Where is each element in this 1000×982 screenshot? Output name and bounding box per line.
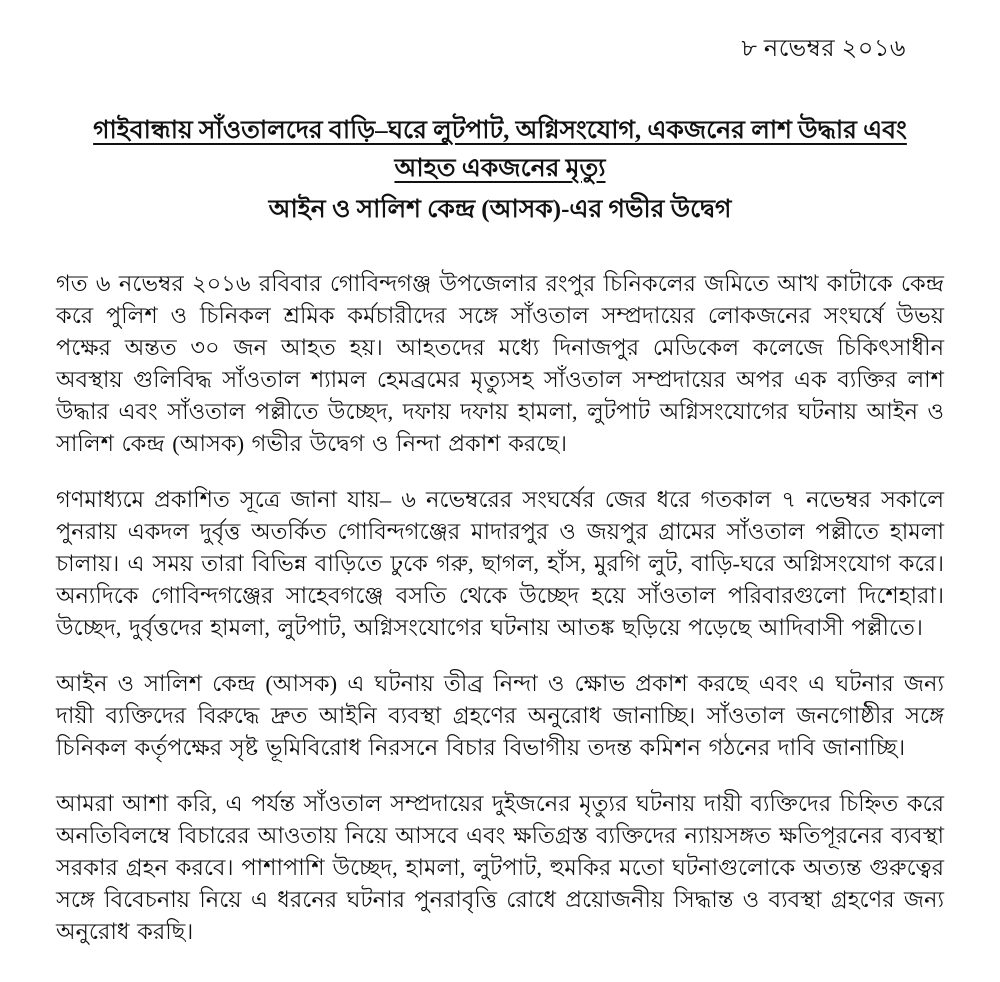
document-title-text: গাইবান্ধায় সাঁওতালদের বাড়ি–ঘরে লুটপাট, অগ্নিসংযোগ, একজনের লাশ উদ্ধার এবং আহত একজনের মৃত্যু <box>93 117 907 182</box>
document-subtitle: আইন ও সালিশ কেন্দ্র (আসক)-এর গভীর উদ্বেগ <box>268 196 732 223</box>
document-body <box>56 268 944 948</box>
document-title <box>60 112 940 188</box>
paragraph-4: আমরা আশা করি, এ পর্যন্ত সাঁওতাল সম্প্রদায়ের দুইজনের মৃত্যুর ঘটনায় দায়ী ব্যক্তিদের চিহ্নিত করে অনতিবিলম্বে বিচারের আওতায় নিয়ে আসবে এবং ক্ষতিগ্রস্ত ব্যক্তিদের ন্যায়সঙ্গত ক্ষতিপূরনের ব্যবস্থা সরকার গ্রহন করবে। পাশাপাশি উচ্ছেদ, হামলা, লুটপাট, হুমকির মতো ঘটনাগুলোকে অত্যন্ত গুরুত্বের সঙ্গে বিবেচনায় নিয়ে এ ধরনের ঘটনার পুনরাবৃত্তি রোধে প্রয়োজনীয় সিদ্ধান্ত ও ব্যবস্থা গ্রহণের জন্য অনুরোধ করছি। <box>56 791 944 944</box>
paragraph-3: আইন ও সালিশ কেন্দ্র (আসক) এ ঘটনায় তীব্র নিন্দা ও ক্ষোভ প্রকাশ করছে এবং এ ঘটনার জন্য দায়ী ব্যক্তিদের বিরুদ্ধে দ্রুত আইনি ব্যবস্থা গ্রহণের অনুরোধ জানাচ্ছি। সাঁওতাল জনগোষ্ঠীর সঙ্গে চিনিকল কর্তৃপক্ষের সৃষ্ট ভূমিবিরোধ নিরসনে বিচার বিভাগীয় তদন্ত কমিশন গঠনের দাবি জানাচ্ছি। <box>56 671 944 760</box>
paragraph-1: গত ৬ নভেম্বর ২০১৬ রবিবার গোবিন্দগঞ্জ উপজেলার রংপুর চিনিকলের জমিতে আখ কাটাকে কেন্দ্র করে পুলিশ ও চিনিকল শ্রমিক কর্মচারীদের সঙ্গে সাঁওতাল সম্প্রদায়ের লোকজনের সংঘর্ষে উভয় পক্ষের অন্তত ৩০ জন আহত হয়। আহতদের মধ্যে দিনাজপুর মেডিকেল কলেজে চিকিৎসাধীন অবস্থায় গুলিবিদ্ধ সাঁওতাল শ্যামল হেমব্রমের মৃত্যুসহ সাঁওতাল সম্প্রদায়ের অপর এক ব্যক্তির লাশ উদ্ধার এবং সাঁওতাল পল্লীতে উচ্ছেদ, দফায় দফায় হামলা, লুটপাট অগ্নিসংযোগের ঘটনায় আইন ও সালিশ কেন্দ্র (আসক) গভীর উদ্বেগ ও নিন্দা প্রকাশ করছে। <box>56 271 944 456</box>
document-date: ৮ নভেম্বর ২০১৬ <box>741 36 906 62</box>
paragraph-2: গণমাধ্যমে প্রকাশিত সূত্রে জানা যায়– ৬ নভেম্বরের সংঘর্ষের জের ধরে গতকাল ৭ নভেম্বর সকালে পুনরায় একদল দুর্বৃত্ত অতর্কিত গোবিন্দগঞ্জের মাদারপুর ও জয়পুর গ্রামের সাঁওতাল পল্লীতে হামলা চালায়। এ সময় তারা বিভিন্ন বাড়িতে ঢুকে গরু, ছাগল, হাঁস, মুরগি লুট, বাড়ি-ঘরে অগ্নিসংযোগ করে। অন্যদিকে গোবিন্দগঞ্জের সাহেবগঞ্জে বসতি থেকে উচ্ছেদ হয়ে সাঁওতাল পরিবারগুলো দিশেহারা। উচ্ছেদ, দুর্বৃত্তদের হামলা, লুটপাট, অগ্নিসংযোগের ঘটনায় আতঙ্ক ছড়িয়ে পড়েছে আদিবাসী পল্লীতে। <box>56 487 944 640</box>
